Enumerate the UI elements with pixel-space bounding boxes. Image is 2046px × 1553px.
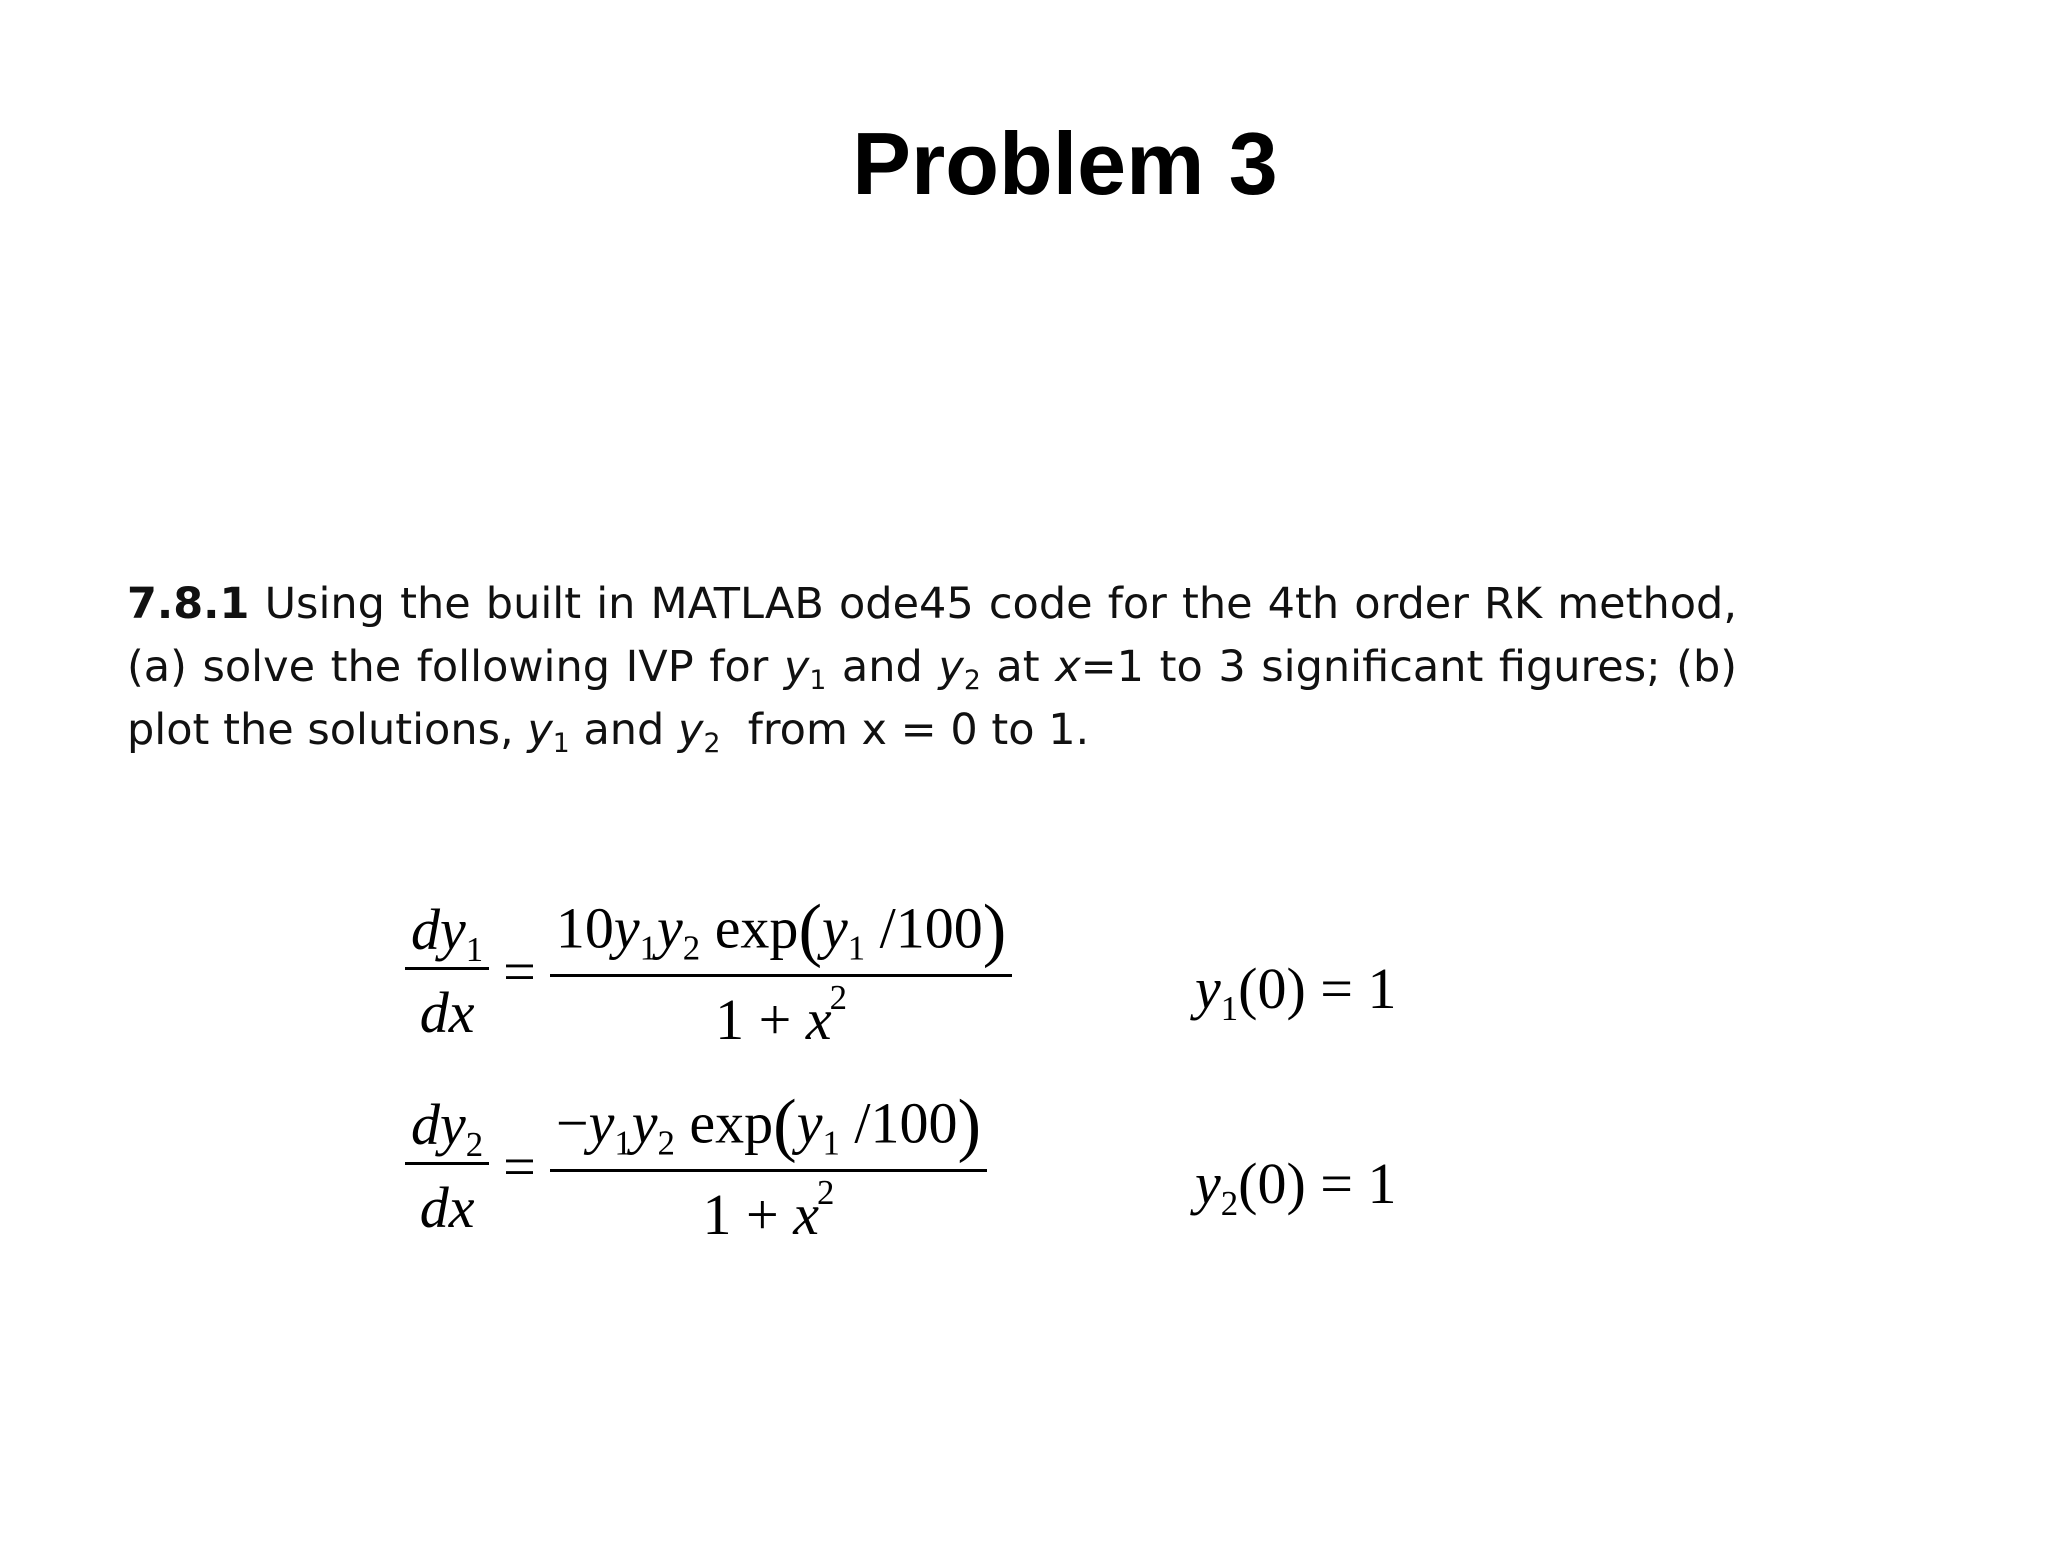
var-y: y bbox=[1195, 1151, 1221, 1216]
rhs-numerator: $10y_1y_2$ $\exp(y_1$ /100) bbox=[555, 891, 1007, 969]
subscript: 1 bbox=[465, 930, 484, 970]
divisor: /100 bbox=[879, 895, 983, 961]
equals-sign: = bbox=[503, 1133, 536, 1199]
problem-text: (a) solve the following IVP for bbox=[127, 642, 769, 692]
lhs-denominator: dx bbox=[419, 1175, 475, 1241]
var-y: y bbox=[822, 895, 848, 961]
subscript: 2 bbox=[465, 1125, 484, 1165]
rhs-fraction bbox=[550, 891, 1012, 1052]
subscript: 1 bbox=[639, 928, 658, 968]
var-y: y bbox=[657, 895, 683, 961]
equals-sign: = bbox=[503, 938, 536, 1004]
subscript: 1 bbox=[552, 727, 570, 759]
subscript: 1 bbox=[809, 664, 827, 696]
exponent: 2 bbox=[829, 978, 848, 1018]
lhs-numerator: dy bbox=[411, 897, 466, 963]
subscript: 1 bbox=[822, 1123, 840, 1163]
subscript: 1 bbox=[614, 1123, 632, 1163]
subscript: 1 bbox=[1220, 989, 1239, 1029]
var-y: y bbox=[588, 1090, 615, 1156]
divisor: /100 bbox=[854, 1090, 958, 1156]
var-y: y bbox=[613, 895, 640, 961]
problem-text: and bbox=[583, 705, 665, 755]
ic-value: (0) = 1 bbox=[1238, 956, 1397, 1021]
subscript: 2 bbox=[963, 664, 981, 696]
var-x: x bbox=[1055, 642, 1081, 692]
problem-line-2 bbox=[127, 636, 1737, 699]
ode-equation-2 bbox=[405, 1086, 987, 1247]
ic-value: (0) = 1 bbox=[1238, 1151, 1397, 1216]
rhs-denominator bbox=[550, 974, 1012, 1052]
problem-text: from x = 0 to 1. bbox=[747, 705, 1090, 755]
rhs-denominator bbox=[550, 1169, 987, 1247]
coefficient: 10 bbox=[555, 895, 614, 961]
problem-number: 7.8.1 bbox=[127, 579, 250, 629]
problem-text: =1 to 3 significant figures; (b) bbox=[1080, 642, 1738, 692]
subscript: 2 bbox=[682, 928, 701, 968]
den-term: 1 bbox=[715, 986, 745, 1052]
lhs-fraction bbox=[405, 1092, 489, 1241]
problem-line-3 bbox=[127, 699, 1737, 762]
var-y: y bbox=[1195, 956, 1221, 1021]
lhs-fraction bbox=[405, 897, 489, 1046]
plus-sign: + bbox=[758, 986, 792, 1052]
den-term: 1 bbox=[702, 1181, 732, 1247]
var-x: x bbox=[805, 986, 832, 1052]
ode-equation-1 bbox=[405, 891, 1012, 1052]
lhs-denominator: dx bbox=[419, 980, 475, 1046]
problem-statement bbox=[127, 573, 1737, 762]
rhs-numerator: $-y_1y_2$ $\exp(y_1$ /100) bbox=[555, 1086, 982, 1164]
subscript: 2 bbox=[703, 727, 721, 759]
plus-sign: + bbox=[746, 1181, 779, 1247]
minus-sign: − bbox=[555, 1090, 589, 1156]
problem-line-1-text: Using the built in MATLAB ode45 code for the 4th order RK method, bbox=[264, 579, 1737, 629]
problem-text: and bbox=[841, 642, 923, 692]
subscript: 2 bbox=[657, 1123, 675, 1163]
subscript: 2 bbox=[1220, 1184, 1239, 1224]
subscript: 1 bbox=[847, 928, 866, 968]
problem-line-1 bbox=[127, 573, 1737, 636]
var-y: y bbox=[631, 1090, 658, 1156]
var-y: y bbox=[783, 642, 810, 692]
problem-text: at bbox=[996, 642, 1040, 692]
var-y: y bbox=[527, 705, 553, 755]
var-y: y bbox=[796, 1090, 823, 1156]
rhs-fraction bbox=[550, 1086, 987, 1247]
var-x: x bbox=[793, 1181, 819, 1247]
var-y: y bbox=[938, 642, 964, 692]
initial-condition-2 bbox=[1195, 1151, 1397, 1224]
exponent: 2 bbox=[817, 1173, 835, 1213]
problem-text: plot the solutions, bbox=[127, 705, 514, 755]
exp-function: exp bbox=[689, 1090, 774, 1156]
var-y: y bbox=[678, 705, 704, 755]
exp-function: exp bbox=[714, 895, 799, 961]
lhs-numerator: dy bbox=[411, 1092, 466, 1158]
page-title: Problem 3 bbox=[852, 114, 1278, 213]
initial-condition-1 bbox=[1195, 956, 1397, 1029]
